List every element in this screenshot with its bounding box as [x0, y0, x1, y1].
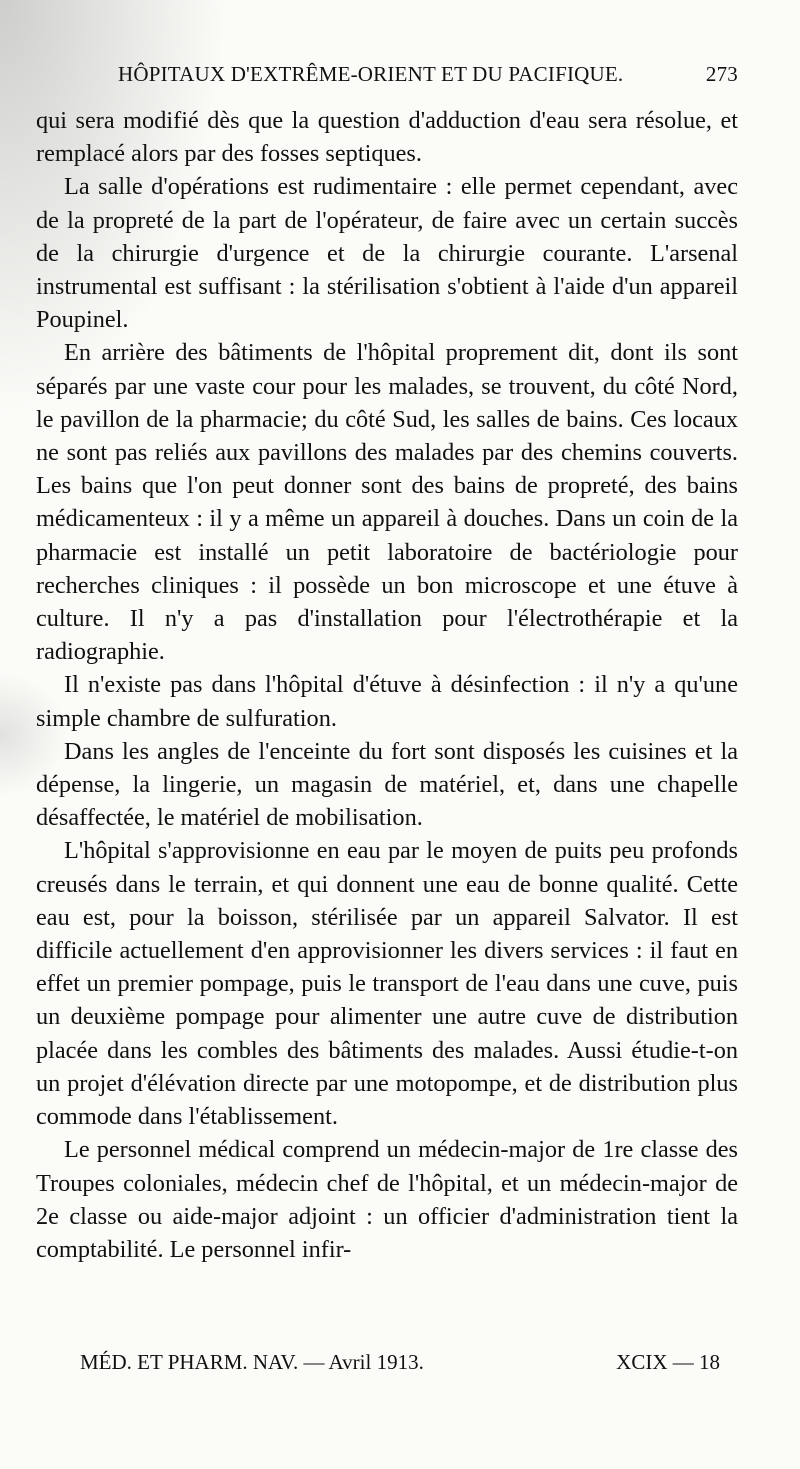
paragraph-1: qui sera modifié dès que la question d'adduction d'eau sera résolue, et remplacé alors par des fosses septiques. — [36, 107, 738, 168]
running-header — [118, 62, 738, 90]
paragraph-4: Il n'existe pas dans l'hôpital d'étuve à désinfection : il n'y a qu'une simple chambre de sulfuration. — [36, 671, 738, 732]
paragraph-5: Dans les angles de l'enceinte du fort sont disposés les cuisines et la dépense, la lingerie, un magasin de matériel, et, dans une chapelle désaffectée, le matériel de mobilisation. — [36, 737, 738, 832]
body-text — [36, 104, 738, 1266]
paragraph-7: Le personnel médical comprend un médecin-major de 1re classe des Troupes coloniales, médecin chef de l'hôpital, et un médecin-major de 2e classe ou aide-major adjoint : un officier d'administration tient la comptabilité. Le personnel infir- — [36, 1136, 738, 1263]
paragraph-6: L'hôpital s'approvisionne en eau par le moyen de puits peu profonds creusés dans le terrain, et qui donnent une eau de bonne qualité. Cette eau est, pour la boisson, stérilisée par un appareil Salvator. Il est difficile actuellement d'en approvisionner les divers services : il faut en effet un premier pompage, puis le transport de l'eau dans une cuve, puis un deuxième pompage pour alimenter une autre cuve de distribution placée dans les combles des bâtiments des malades. Aussi étudie-t-on un projet d'élévation directe par une motopompe, et de distribution plus commode dans l'établissement. — [36, 837, 738, 1131]
paragraph-2: La salle d'opérations est rudimentaire : elle permet cependant, avec de la propreté de la part de l'opérateur, de faire avec un certain succès de la chirurgie d'urgence et de la chirurgie courante. L'arsenal instrumental est suffisant : la stérilisation s'obtient à l'aide d'un appareil Poupinel. — [36, 173, 738, 334]
page-number: 273 — [705, 62, 738, 86]
running-title: HÔPITAUX D'EXTRÊME-ORIENT ET DU PACIFIQUE. — [118, 62, 624, 86]
paragraph-3: En arrière des bâtiments de l'hôpital proprement dit, dont ils sont séparés par une vaste cour pour les malades, se trouvent, du côté Nord, le pavillon de la pharmacie; du côté Sud, les salles de bains. Ces locaux ne sont pas reliés aux pavillons des malades par des chemins couverts. Les bains que l'on peut donner sont des bains de propreté, des bains médicamenteux : il y a même un appareil à douches. Dans un coin de la pharmacie est installé un petit laboratoire de bactériologie pour recherches cliniques : il possède un bon microscope et une étuve à culture. Il n'y a pas d'installation pour l'électrothérapie et la radiographie. — [36, 339, 738, 666]
footer-signature: XCIX — 18 — [616, 1350, 720, 1374]
page-footer — [80, 1350, 720, 1380]
footer-journal: MÉD. ET PHARM. NAV. — Avril 1913. — [80, 1350, 424, 1374]
